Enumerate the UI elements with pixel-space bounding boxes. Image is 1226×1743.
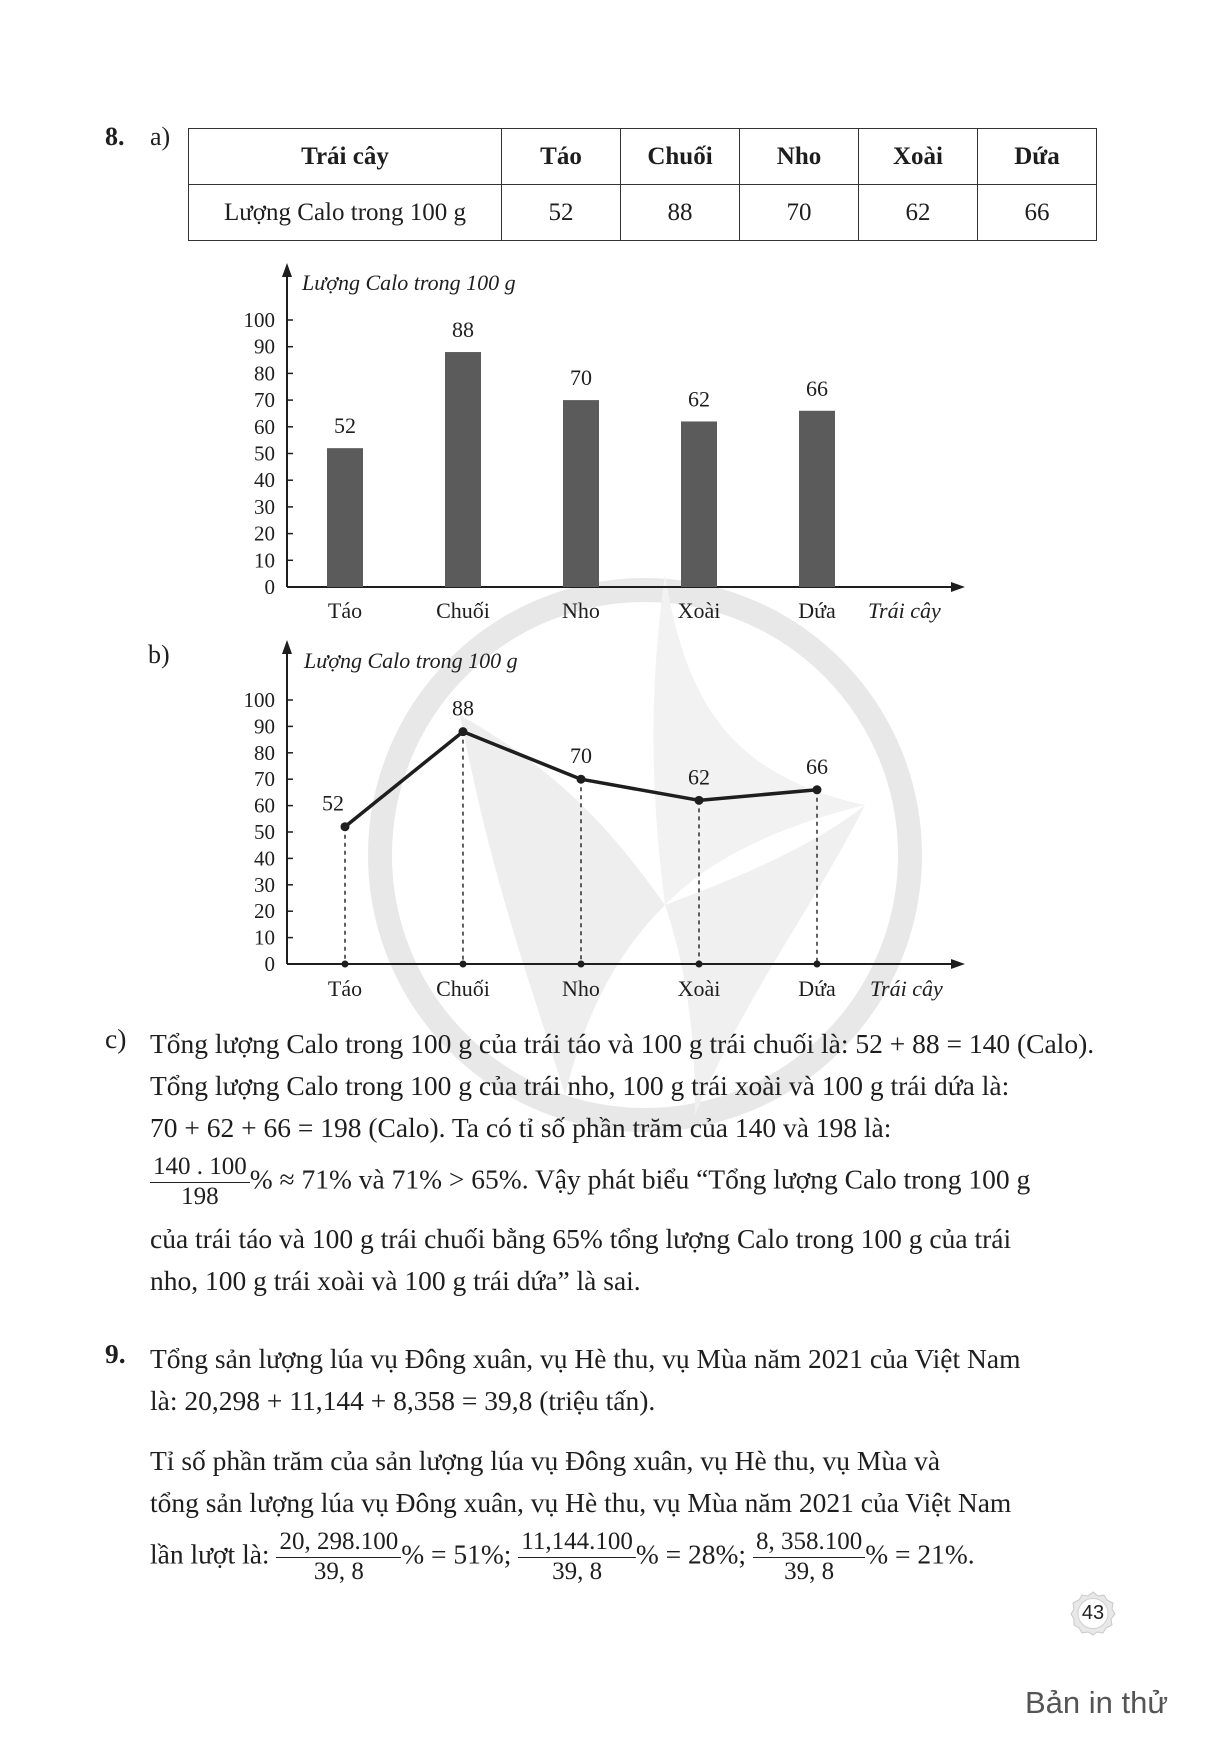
bar-chart-y-axis-arrow bbox=[282, 263, 292, 277]
table-cell: 88 bbox=[621, 185, 740, 241]
page-number: 43 bbox=[1081, 1602, 1105, 1624]
text-line: Tổng lượng Calo trong 100 g của trái nho, 100 g trái xoài và 100 g trái dứa là: bbox=[150, 1070, 1010, 1101]
table-row bbox=[189, 185, 1097, 241]
problem-8-number: 8. bbox=[105, 122, 125, 151]
text-line: là: 20,298 + 11,144 + 8,358 = 39,8 (triệu tấn). bbox=[150, 1385, 656, 1416]
bar-chart-x-tick-label: Xoài bbox=[677, 598, 721, 623]
line-chart-y-tick-label: 90 bbox=[254, 714, 275, 739]
table-header-row bbox=[189, 129, 1097, 185]
fraction-denominator: 198 bbox=[181, 1182, 219, 1210]
text-line: của trái táo và 100 g trái chuối bằng 65% tổng lượng Calo trong 100 g của trái bbox=[150, 1222, 1012, 1254]
bar-chart-y-axis-label: Lượng Calo trong 100 g bbox=[302, 270, 516, 295]
bar-chart-bar bbox=[327, 448, 363, 587]
line-chart-y-tick-label: 80 bbox=[254, 740, 275, 765]
table-header-cell: Dứa bbox=[978, 129, 1097, 185]
fraction bbox=[518, 1528, 636, 1587]
bar-chart-data-label: 62 bbox=[688, 386, 710, 412]
text-line: Tổng lượng Calo trong 100 g của trái táo và 100 g trái chuối là: 52 + 88 = 140 (Calo). bbox=[150, 1028, 1095, 1059]
line-chart-x-tick-label: Chuối bbox=[436, 976, 490, 1001]
bar-chart-x-tick-label: Dứa bbox=[798, 598, 836, 623]
line-chart-x-tick-label: Nho bbox=[562, 976, 600, 1001]
line-chart-y-tick-label: 100 bbox=[243, 688, 275, 712]
bar-chart-data-label: 52 bbox=[334, 413, 356, 439]
bar-chart-y-tick-label: 10 bbox=[254, 548, 275, 573]
line-chart-x-axis-label: Trái cây bbox=[870, 976, 943, 1001]
table-header-cell: Táo bbox=[502, 129, 621, 185]
bar-chart-y-tick-label: 20 bbox=[254, 521, 275, 546]
line-chart-y-tick-label: 20 bbox=[254, 899, 275, 924]
line-chart-data-label: 70 bbox=[570, 743, 592, 769]
text-line: tổng sản lượng lúa vụ Đông xuân, vụ Hè thu, vụ Mùa năm 2021 của Việt Nam bbox=[150, 1487, 1012, 1518]
text-line-with-fraction bbox=[150, 1153, 1098, 1212]
bar-chart-data-label: 66 bbox=[806, 375, 828, 401]
calorie-table bbox=[188, 128, 1097, 241]
line-chart-y-tick-label: 10 bbox=[254, 925, 275, 950]
bar-chart-bar bbox=[681, 421, 717, 587]
table-header-cell: Nho bbox=[740, 129, 859, 185]
table-cell: 52 bbox=[502, 185, 621, 241]
fraction-numerator: 20, 298.100 bbox=[276, 1528, 401, 1558]
line-chart-x-axis-arrow bbox=[951, 959, 965, 969]
text-line: % ≈ 71% và 71% > 65%. Vậy phát biểu “Tổng lượng Calo trong 100 g bbox=[249, 1163, 1031, 1195]
line-chart-point bbox=[341, 822, 350, 831]
fraction-tail: % = 28%; bbox=[635, 1538, 747, 1570]
fraction-denominator: 39, 8 bbox=[784, 1557, 835, 1585]
bar-chart-y-tick-label: 50 bbox=[254, 441, 275, 466]
bar-chart-bar bbox=[445, 352, 481, 587]
line-chart-y-tick-label: 60 bbox=[254, 793, 275, 818]
fraction-tail: % = 51%; bbox=[401, 1538, 512, 1570]
text-line: nho, 100 g trái xoài và 100 g trái dứa” là sai. bbox=[150, 1264, 641, 1296]
line-chart-y-tick-label: 70 bbox=[254, 767, 275, 792]
line-chart-data-label: 52 bbox=[322, 790, 344, 816]
line-chart-y-tick-label: 30 bbox=[254, 872, 275, 897]
fraction-numerator: 11,144.100 bbox=[518, 1528, 636, 1558]
bar-chart-y-tick-label: 40 bbox=[254, 468, 275, 493]
text-line: 70 + 62 + 66 = 198 (Calo). Ta có tỉ số phần trăm của 140 và 198 là: bbox=[150, 1112, 892, 1143]
bar-chart-y-tick-label: 100 bbox=[243, 308, 275, 332]
line-chart-y-tick-label: 50 bbox=[254, 820, 275, 844]
line-chart-data-label: 66 bbox=[806, 753, 828, 779]
bar-chart-data-label: 70 bbox=[570, 365, 592, 391]
line-chart-x-tick-label: Táo bbox=[327, 976, 363, 1001]
bar-chart-y-tick-label: 30 bbox=[254, 494, 275, 519]
text-line: Tổng sản lượng lúa vụ Đông xuân, vụ Hè thu, vụ Mùa năm 2021 của Việt Nam bbox=[150, 1343, 1021, 1374]
text-line: lần lượt là: bbox=[150, 1538, 270, 1570]
print-proof-label: Bản in thử bbox=[1025, 1685, 1169, 1720]
bar-chart-x-tick-label: Chuối bbox=[436, 598, 490, 623]
table-cell: 66 bbox=[978, 185, 1097, 241]
line-chart-y-axis-arrow bbox=[282, 640, 292, 654]
bar-chart-x-tick-label: Nho bbox=[562, 598, 600, 623]
problem-9-number: 9. bbox=[105, 1338, 126, 1369]
line-chart-x-point bbox=[342, 961, 349, 968]
bar-chart-y-tick-label: 80 bbox=[254, 361, 275, 386]
table-header-cell: Xoài bbox=[859, 129, 978, 185]
fraction bbox=[276, 1528, 401, 1587]
bar-chart-x-axis-label: Trái cây bbox=[868, 598, 941, 623]
line-chart-x-tick-label: Dứa bbox=[798, 976, 836, 1001]
table-header-cell: Chuối bbox=[621, 129, 740, 185]
line-chart-x-tick-label: Xoài bbox=[677, 976, 721, 1001]
bar-chart-data-label: 88 bbox=[452, 317, 474, 343]
bar-chart-y-tick-label: 0 bbox=[264, 575, 275, 599]
table-cell: Lượng Calo trong 100 g bbox=[189, 185, 502, 241]
bar-chart-y-tick-label: 70 bbox=[254, 388, 275, 413]
fraction-denominator: 39, 8 bbox=[313, 1557, 364, 1585]
part-a-label: a) bbox=[150, 122, 171, 151]
bar-chart-bar bbox=[799, 411, 835, 587]
line-chart-y-tick-label: 40 bbox=[254, 846, 275, 871]
fraction-numerator: 140 . 100 bbox=[150, 1153, 250, 1183]
fraction bbox=[753, 1528, 865, 1587]
problem-9-text bbox=[150, 1338, 1098, 1587]
fraction bbox=[150, 1153, 250, 1212]
line-chart-data-label: 62 bbox=[688, 764, 710, 790]
bar-chart-y-tick-label: 60 bbox=[254, 414, 275, 439]
part-c-label: c) bbox=[105, 1023, 127, 1054]
bar-chart-bar bbox=[563, 400, 599, 587]
fraction-tail: % = 21%. bbox=[865, 1538, 975, 1570]
part-c-text bbox=[150, 1023, 1098, 1302]
table-cell: 62 bbox=[859, 185, 978, 241]
line-chart-data-label: 88 bbox=[452, 695, 474, 721]
table-cell: 70 bbox=[740, 185, 859, 241]
line-chart-y-tick-label: 0 bbox=[264, 952, 275, 976]
fraction-numerator: 8, 358.100 bbox=[753, 1528, 865, 1558]
part-b-label: b) bbox=[148, 640, 170, 669]
text-line-with-fractions bbox=[150, 1528, 1098, 1587]
line-chart-y-axis-label: Lượng Calo trong 100 g bbox=[304, 648, 518, 673]
bar-chart-x-tick-label: Táo bbox=[327, 598, 363, 623]
table-header-cell: Trái cây bbox=[189, 129, 502, 185]
bar-chart-y-tick-label: 90 bbox=[254, 334, 275, 359]
fraction-denominator: 39, 8 bbox=[552, 1557, 603, 1585]
text-line: Tỉ số phần trăm của sản lượng lúa vụ Đông xuân, vụ Hè thu, vụ Mùa và bbox=[150, 1445, 941, 1476]
bar-chart-x-axis-arrow bbox=[951, 582, 965, 592]
